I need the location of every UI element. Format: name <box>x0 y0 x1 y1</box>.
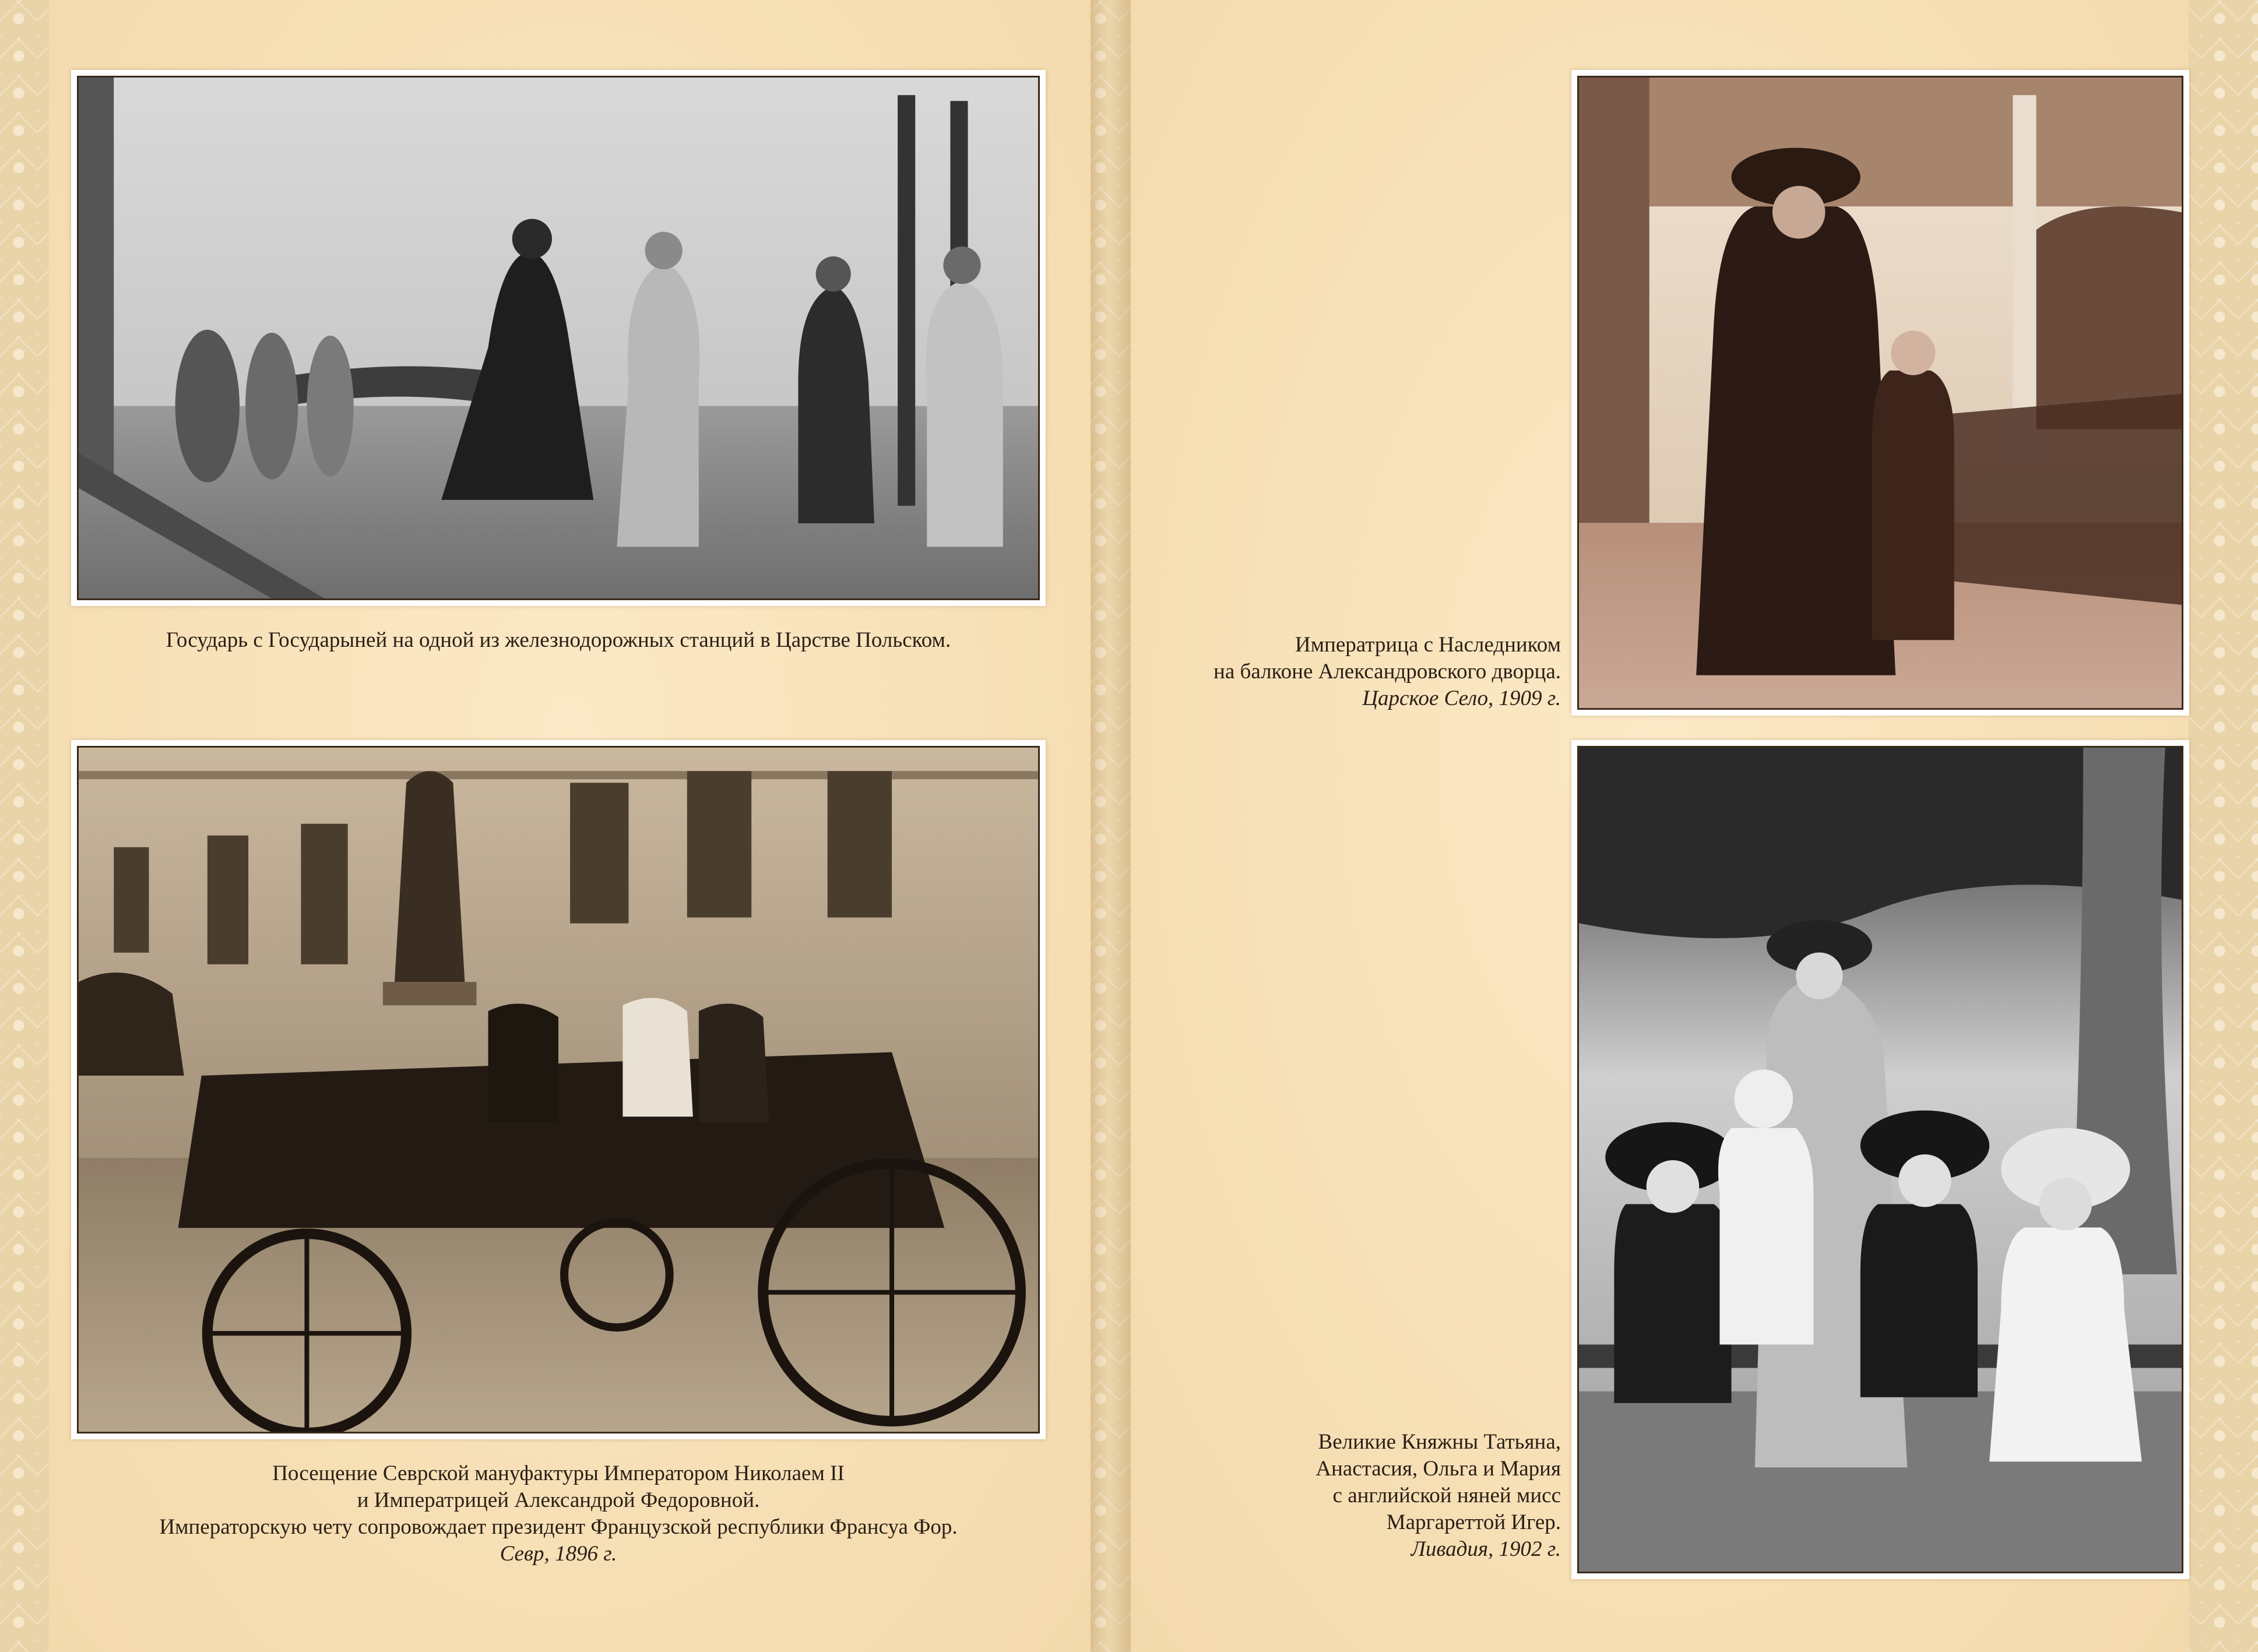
photo-railway-station <box>71 70 1046 606</box>
caption-line: Императорскую чету сопровождает президент Французской республики Франсуа Фор. <box>159 1515 958 1539</box>
photo-carriage-sevres <box>71 740 1046 1439</box>
caption-line: Великие Княжны Татьяна, <box>1318 1430 1561 1454</box>
caption-line: Посещение Севрской мануфактуры Императором Николаем II <box>272 1461 845 1485</box>
photo-grand-duchesses <box>1571 740 2189 1579</box>
grand-duchesses-image <box>1579 748 2182 1572</box>
caption-railway-station <box>71 627 1046 654</box>
caption-balcony <box>1131 632 1561 712</box>
caption-grand-duchesses <box>1131 1429 1561 1563</box>
caption-line: Государь с Государыней на одной из железнодорожных станций в Царстве Польском. <box>166 628 951 652</box>
photo-balcony <box>1571 70 2189 716</box>
caption-line: Маргареттой Игер. <box>1386 1510 1561 1534</box>
caption-line: Императрица с Наследником <box>1295 633 1561 657</box>
caption-line: Анастасия, Ольга и Мария <box>1316 1457 1561 1481</box>
caption-carriage-sevres <box>71 1460 1046 1568</box>
caption-line: с английской няней мисс <box>1332 1484 1561 1507</box>
railway-station-image <box>79 78 1038 598</box>
caption-place-date: Ливадия, 1902 г. <box>1411 1537 1561 1561</box>
caption-line: на балконе Александровского дворца. <box>1214 660 1561 684</box>
caption-place-date: Царское Село, 1909 г. <box>1362 686 1561 710</box>
balcony-image <box>1579 78 2182 708</box>
book-spine <box>1091 0 1131 1652</box>
caption-line: и Императрицей Александрой Федоровной. <box>357 1488 760 1512</box>
caption-place-date: Севр, 1896 г. <box>500 1542 617 1566</box>
carriage-image <box>79 748 1038 1432</box>
